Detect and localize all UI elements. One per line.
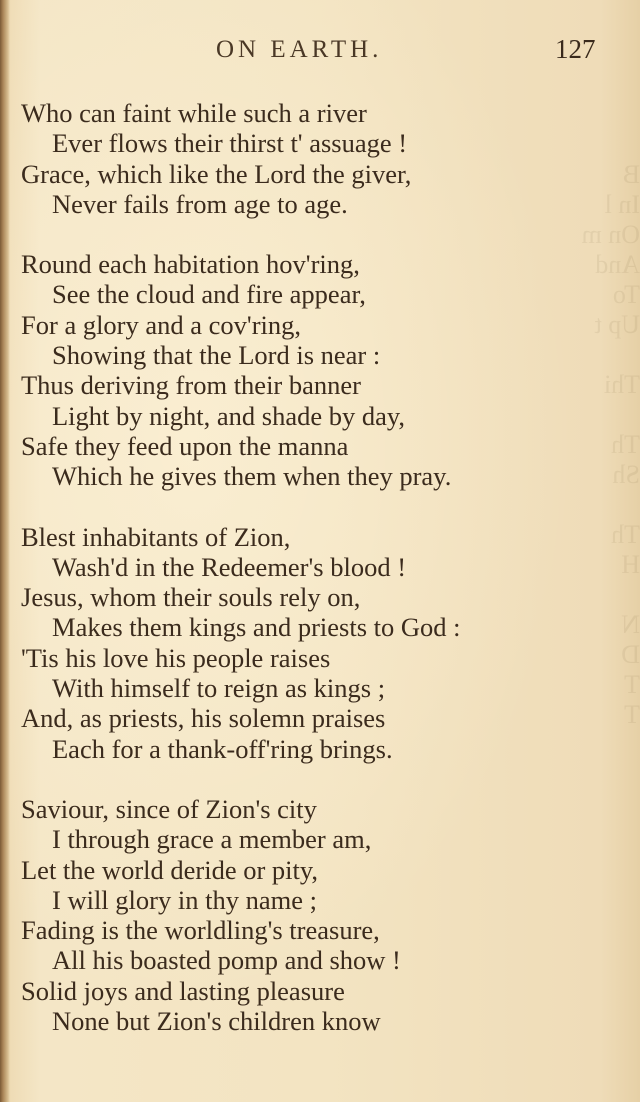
verse-line: Thus deriving from their banner	[21, 370, 361, 401]
verse-line: Never fails from age to age.	[52, 188, 348, 219]
verse-line: Light by night, and shade by day,	[52, 400, 406, 431]
page-number: 127	[555, 34, 596, 64]
verse-line: Fading is the worldling's treasure,	[21, 915, 380, 946]
verse-line: Blest inhabitants of Zion,	[21, 521, 291, 552]
verse-line: For a glory and a cov'ring,	[21, 309, 302, 340]
verse-line: Grace, which like the Lord the giver,	[21, 158, 412, 189]
verse-line: All his boasted pomp and show !	[52, 945, 401, 976]
stanza-1	[21, 98, 621, 219]
verse-line: Makes them kings and priests to God :	[52, 612, 461, 643]
verse-line: I will glory in thy name ;	[52, 884, 317, 915]
verse-line: Each for a thank-off'ring brings.	[52, 733, 393, 764]
verse-line: Let the world deride or pity,	[21, 854, 319, 885]
show-through-text: B In l On m And To Up t Thi Th Sh Th H N D T T	[581, 160, 640, 729]
stanza-3	[21, 522, 621, 764]
page-header	[0, 32, 640, 72]
verse-line: Safe they feed upon the manna	[21, 430, 349, 461]
page-gutter-shadow	[0, 0, 10, 1102]
verse-line: 'Tis his love his people raises	[21, 642, 331, 673]
verse-line: None but Zion's children know	[52, 1006, 381, 1037]
verse-line: See the cloud and fire appear,	[52, 279, 366, 310]
verse-line: Saviour, since of Zion's city	[21, 793, 317, 824]
verse-line: Showing that the Lord is near :	[52, 340, 381, 371]
verse-line: Ever flows their thirst t' assuage !	[52, 128, 408, 159]
stanza-2	[21, 249, 621, 491]
verse-line: Round each habitation hov'ring,	[21, 249, 360, 280]
running-title: ON EARTH.	[216, 36, 383, 63]
verse-line: Which he gives them when they pray.	[52, 461, 452, 492]
hymn-text	[21, 98, 621, 1066]
verse-line: Solid joys and lasting pleasure	[21, 975, 345, 1006]
stanza-4	[21, 794, 621, 1036]
verse-line: Jesus, whom their souls rely on,	[21, 582, 361, 613]
verse-line: And, as priests, his solemn praises	[21, 703, 386, 734]
verse-line: With himself to reign as kings ;	[52, 673, 386, 704]
verse-line: Wash'd in the Redeemer's blood !	[52, 551, 407, 582]
verse-line: I through grace a member am,	[52, 824, 372, 855]
verse-line: Who can faint while such a river	[21, 98, 367, 128]
